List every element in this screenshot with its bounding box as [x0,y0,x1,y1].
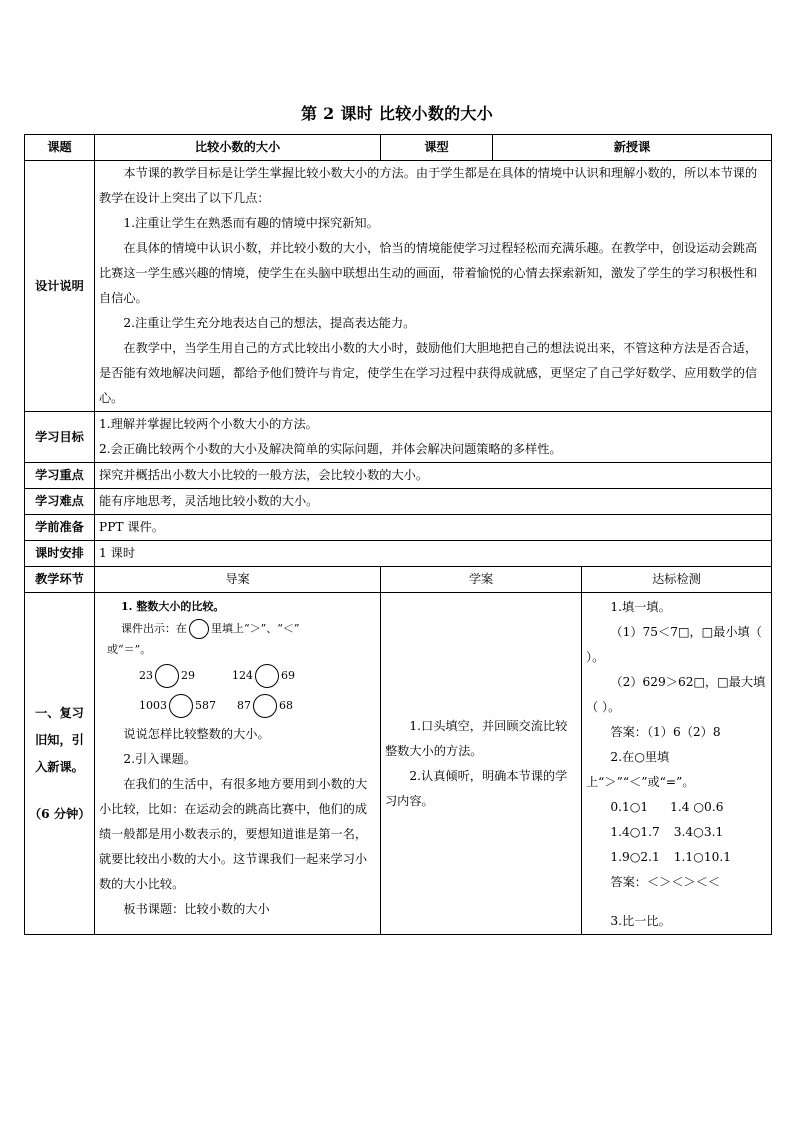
check-compare: 1.9○2.1 [610,850,660,864]
intro-guide [95,593,381,935]
check-item: 3.比一比。 [610,914,671,928]
guide-item-text: 课件出示：在 [121,622,187,635]
intro-row [25,593,772,935]
check-compare: 1.4○1.7 [610,825,660,839]
circle-blank-icon [255,664,279,688]
circle-blank-icon [253,694,277,718]
compare-number: 87 [237,699,251,712]
check-compare: 3.4○3.1 [673,825,724,839]
check-item [586,820,767,845]
schedule-value: 1 课时 [95,541,772,567]
page-title: 第 2 课时 比较小数的大小 [300,104,494,123]
guide-item [99,618,376,640]
study-col-header: 学案 [381,567,582,593]
prep-value: PPT 课件。 [95,515,772,541]
focus-value: 探究并概括出小数大小比较的一般方法，会比较小数的大小。 [95,463,772,489]
design-paragraph: 在具体的情境中认识小数，并比较小数的大小，恰当的情境能使学习过程轻松而充满乐趣。在教学中，创设运动会跳高比赛这一学生感兴趣的情境，使学生在头脑中联想出生动的画面，带着愉悦的心情去探索新知，激发了学生的学习积极性和自信心。 [99,241,758,305]
study-item: 1.口头填空，并回顾交流比较整数大小的方法。 [385,718,568,758]
type-label: 课型 [381,135,493,161]
intro-study [381,593,582,935]
design-row [25,161,772,412]
check-item: （2）629＞62□，□最大填（ ）。 [586,675,766,714]
difficulty-row [25,489,772,515]
compare-number: 587 [195,699,216,712]
circle-blank-icon [155,664,179,688]
check-item: 答案：（1）6（2）8 [610,725,721,739]
focus-label: 学习重点 [25,463,95,489]
goals-label: 学习目标 [25,412,95,463]
circle-blank-icon [169,694,193,718]
check-item [586,845,767,870]
intro-label-line: 旧知，引 [35,732,84,747]
design-paragraph: 2.注重让学生充分地表达自己的想法，提高表达能力。 [123,316,416,330]
check-col-header: 达标检测 [582,567,772,593]
guide-item: 1. 整数大小的比较。 [121,600,225,613]
guide-item-text: 里填上“＞”、“＜” [211,622,300,635]
schedule-label: 课时安排 [25,541,95,567]
guide-item: 2.引入课题。 [123,752,196,766]
check-item [586,795,767,820]
goals-row [25,412,772,463]
compare-number: 29 [181,669,195,682]
guide-item: 说说怎样比较整数的大小。 [123,727,270,741]
lesson-plan-table [24,134,772,935]
circle-blank-icon [189,619,209,639]
type-value: 新授课 [493,135,772,161]
goal-item: 1.理解并掌握比较两个小数大小的方法。 [99,417,318,431]
design-content [95,161,772,412]
compare-number: 1003 [139,699,167,712]
compare-number: 68 [279,699,293,712]
study-item: 2.认真倾听，明确本节课的学习内容。 [385,768,568,808]
prep-label: 学前准备 [25,515,95,541]
intro-label [25,593,95,935]
compare-row [99,692,376,720]
header-row [25,135,772,161]
check-item: 1.填一填。 [610,600,671,614]
intro-check [582,593,772,935]
prep-row [25,515,772,541]
check-compare: 1.1○10.1 [673,850,731,864]
guide-item: 或“＝”。 [107,643,152,656]
schedule-row [25,541,772,567]
goals-content [95,412,772,463]
check-compare: 1.4 ○0.6 [670,800,724,814]
intro-label-line: 入新课。 [35,759,84,774]
difficulty-label: 学习难点 [25,489,95,515]
topic-value: 比较小数的大小 [95,135,381,161]
compare-row [99,662,376,690]
section-label: 教学环节 [25,567,95,593]
design-paragraph: 1.注重让学生在熟悉而有趣的情境中探究新知。 [123,216,379,230]
section-header-row [25,567,772,593]
compare-number: 124 [232,669,253,682]
check-item: （1）75＜7□，□最小填（ ）。 [586,625,762,664]
intro-label-line: 一、复习 [35,705,84,720]
focus-row [25,463,772,489]
guide-col-header: 导案 [95,567,381,593]
topic-label: 课题 [25,135,95,161]
design-paragraph: 在教学中，当学生用自己的方式比较出小数的大小时，鼓励他们大胆地把自己的想法说出来，不管这种方法是否合适，是否能有效地解决问题，都给予他们赞许与肯定，使学生在学习过程中获得成就感，更坚定了自己学好数学、应用数学的信心。 [99,341,758,405]
design-paragraph: 本节课的教学目标是让学生掌握比较小数大小的方法。由于学生都是在具体的情境中认识和理解小数的，所以本节课的教学在设计上突出了以下几点： [99,166,758,205]
compare-number: 23 [139,669,153,682]
check-item: 答案：＜＞＜＞＜＜ [610,875,721,889]
design-label: 设计说明 [25,161,95,412]
intro-time: （6 分钟） [29,806,91,821]
guide-item: 板书课题：比较小数的大小 [123,902,270,916]
compare-number: 69 [281,669,295,682]
check-item: 2.在○里填上“＞”“＜”或“=”。 [586,750,695,789]
guide-item: 在我们的生活中，有很多地方要用到小数的大小比较，比如：在运动会的跳高比赛中，他们的成绩一般都是用小数表示的，要想知道谁是第一名，就要比较出小数的大小。这节课我们一起来学习小数的大小比较。 [99,777,368,891]
goal-item: 2.会正确比较两个小数的大小及解决简单的实际问题，并体会解决问题策略的多样性。 [99,442,562,456]
difficulty-value: 能有序地思考，灵活地比较小数的大小。 [95,489,772,515]
check-compare: 0.1○1 [610,800,649,814]
